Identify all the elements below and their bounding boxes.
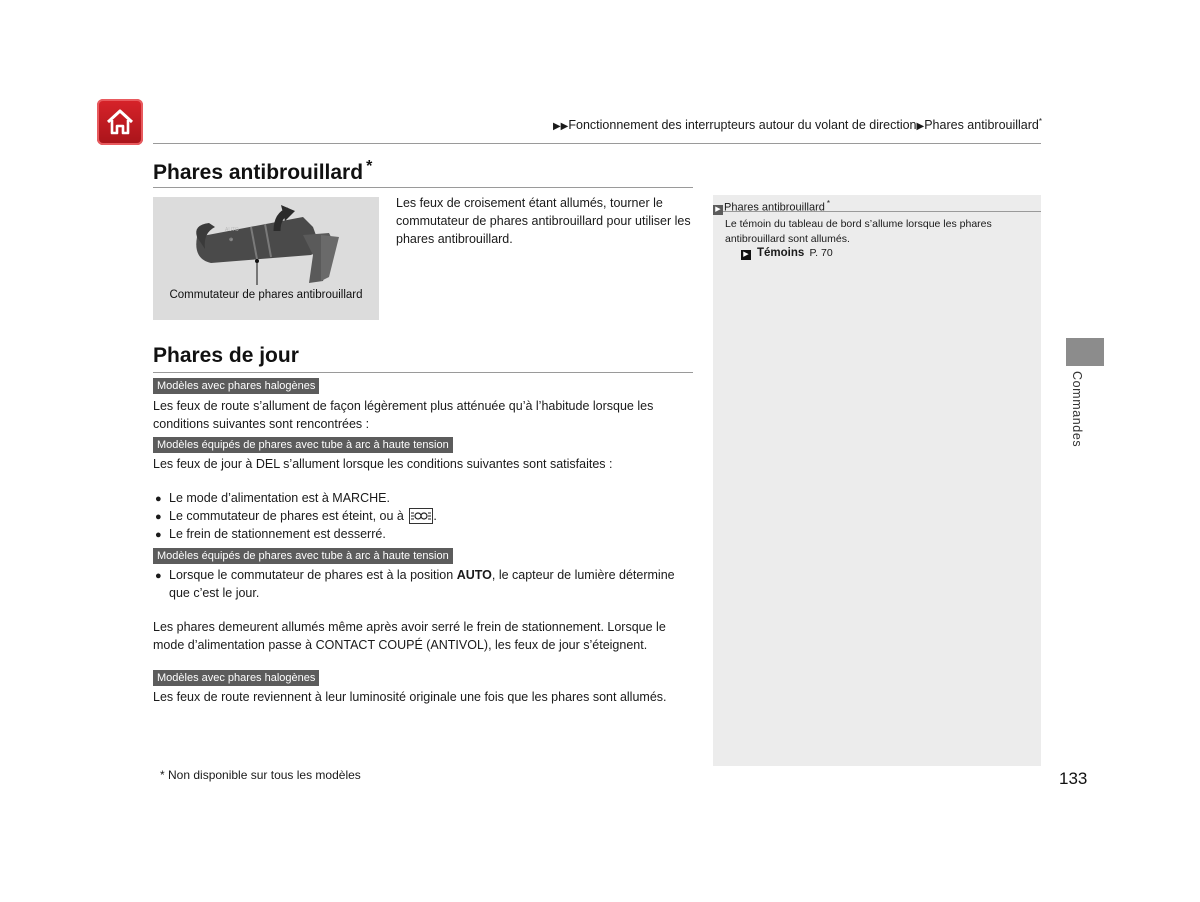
halogen-conditions-text: Les feux de route s’allument de façon légèrement plus atténuée qu’à l’habitude lorsque les conditions suivantes sont rencontrées : [153,399,654,431]
model-tag-halogen: Modèles avec phares halogènes [153,378,319,394]
chapter-tab[interactable] [1066,338,1104,366]
list-item: ● Lorsque le commutateur de phares est à la position AUTO, le capteur de lumière détermine que c’est le jour. [155,568,675,600]
halogen-return-text: Les feux de route reviennent à leur luminosité originale une fois que les phares sont allumés. [153,690,667,704]
home-icon [104,106,136,138]
note-text: Le témoin du tableau de bord s’allume lorsque les phares antibrouillard sont allumés. [725,218,992,245]
note-marker-icon: ▶ [713,205,723,215]
fog-switch-illustration [153,197,379,320]
header-divider [153,143,1041,144]
note-heading: ▶ Phares antibrouillard * [713,195,1041,212]
section-title-fog: Phares antibrouillard * [153,158,373,184]
section-divider-fog [153,187,693,188]
chapter-tab-label[interactable]: Commandes [1070,371,1084,448]
breadcrumb-parent-link[interactable]: Fonctionnement des interrupteurs autour du volant de direction [568,118,917,133]
side-note-panel [713,195,1041,766]
svg-text:⊕: ⊕ [229,237,234,243]
section-title-day: Phares de jour [153,344,299,367]
list-item: ● Le frein de stationnement est desserré. [155,527,386,541]
headlights-remain-text: Les phares demeurent allumés même après avoir serré le frein de stationnement. Lorsque le mode d’alimentation passe à CONTACT COUPÉ (ANTIVOL), les feux de jour s’éteignent. [153,620,666,652]
footnote: * Non disponible sur tous les modèles [160,768,361,782]
model-tag-halogen: Modèles avec phares halogènes [153,670,319,686]
breadcrumb-arrow-icon: ▶▶ [552,121,569,133]
note-reference-link[interactable]: ▶ Témoins P. 70 [741,247,833,260]
home-button[interactable] [97,99,143,145]
model-tag-hid: Modèles équipés de phares avec tube à arc à haute tension [153,437,453,453]
svg-text:AUTO: AUTO [225,227,239,233]
hid-conditions-text: Les feux de jour à DEL s’allument lorsque les conditions suivantes sont satisfaites : [153,457,613,471]
fog-light-switch-icon [153,197,379,287]
breadcrumb-asterisk: * [1038,117,1042,126]
breadcrumb [553,117,1042,132]
page-number: 133 [1059,769,1088,788]
illustration-caption: Commutateur de phares antibrouillard [169,289,363,301]
list-item: ● Le mode d’alimentation est à MARCHE. [155,491,390,505]
fog-intro-text: Les feux de croisement étant allumés, tourner le commutateur de phares antibrouillard pour utiliser les phares antibrouillard. [396,196,691,246]
breadcrumb-current: Phares antibrouillard [924,118,1039,133]
model-tag-hid: Modèles équipés de phares avec tube à arc à haute tension [153,548,453,564]
breadcrumb-arrow-icon: ▶ [916,121,925,133]
reference-arrow-icon: ▶ [741,250,751,260]
list-item: ● Le commutateur de phares est éteint, ou à . [155,509,437,523]
parking-light-icon [409,508,433,524]
section-divider-day [153,372,693,373]
